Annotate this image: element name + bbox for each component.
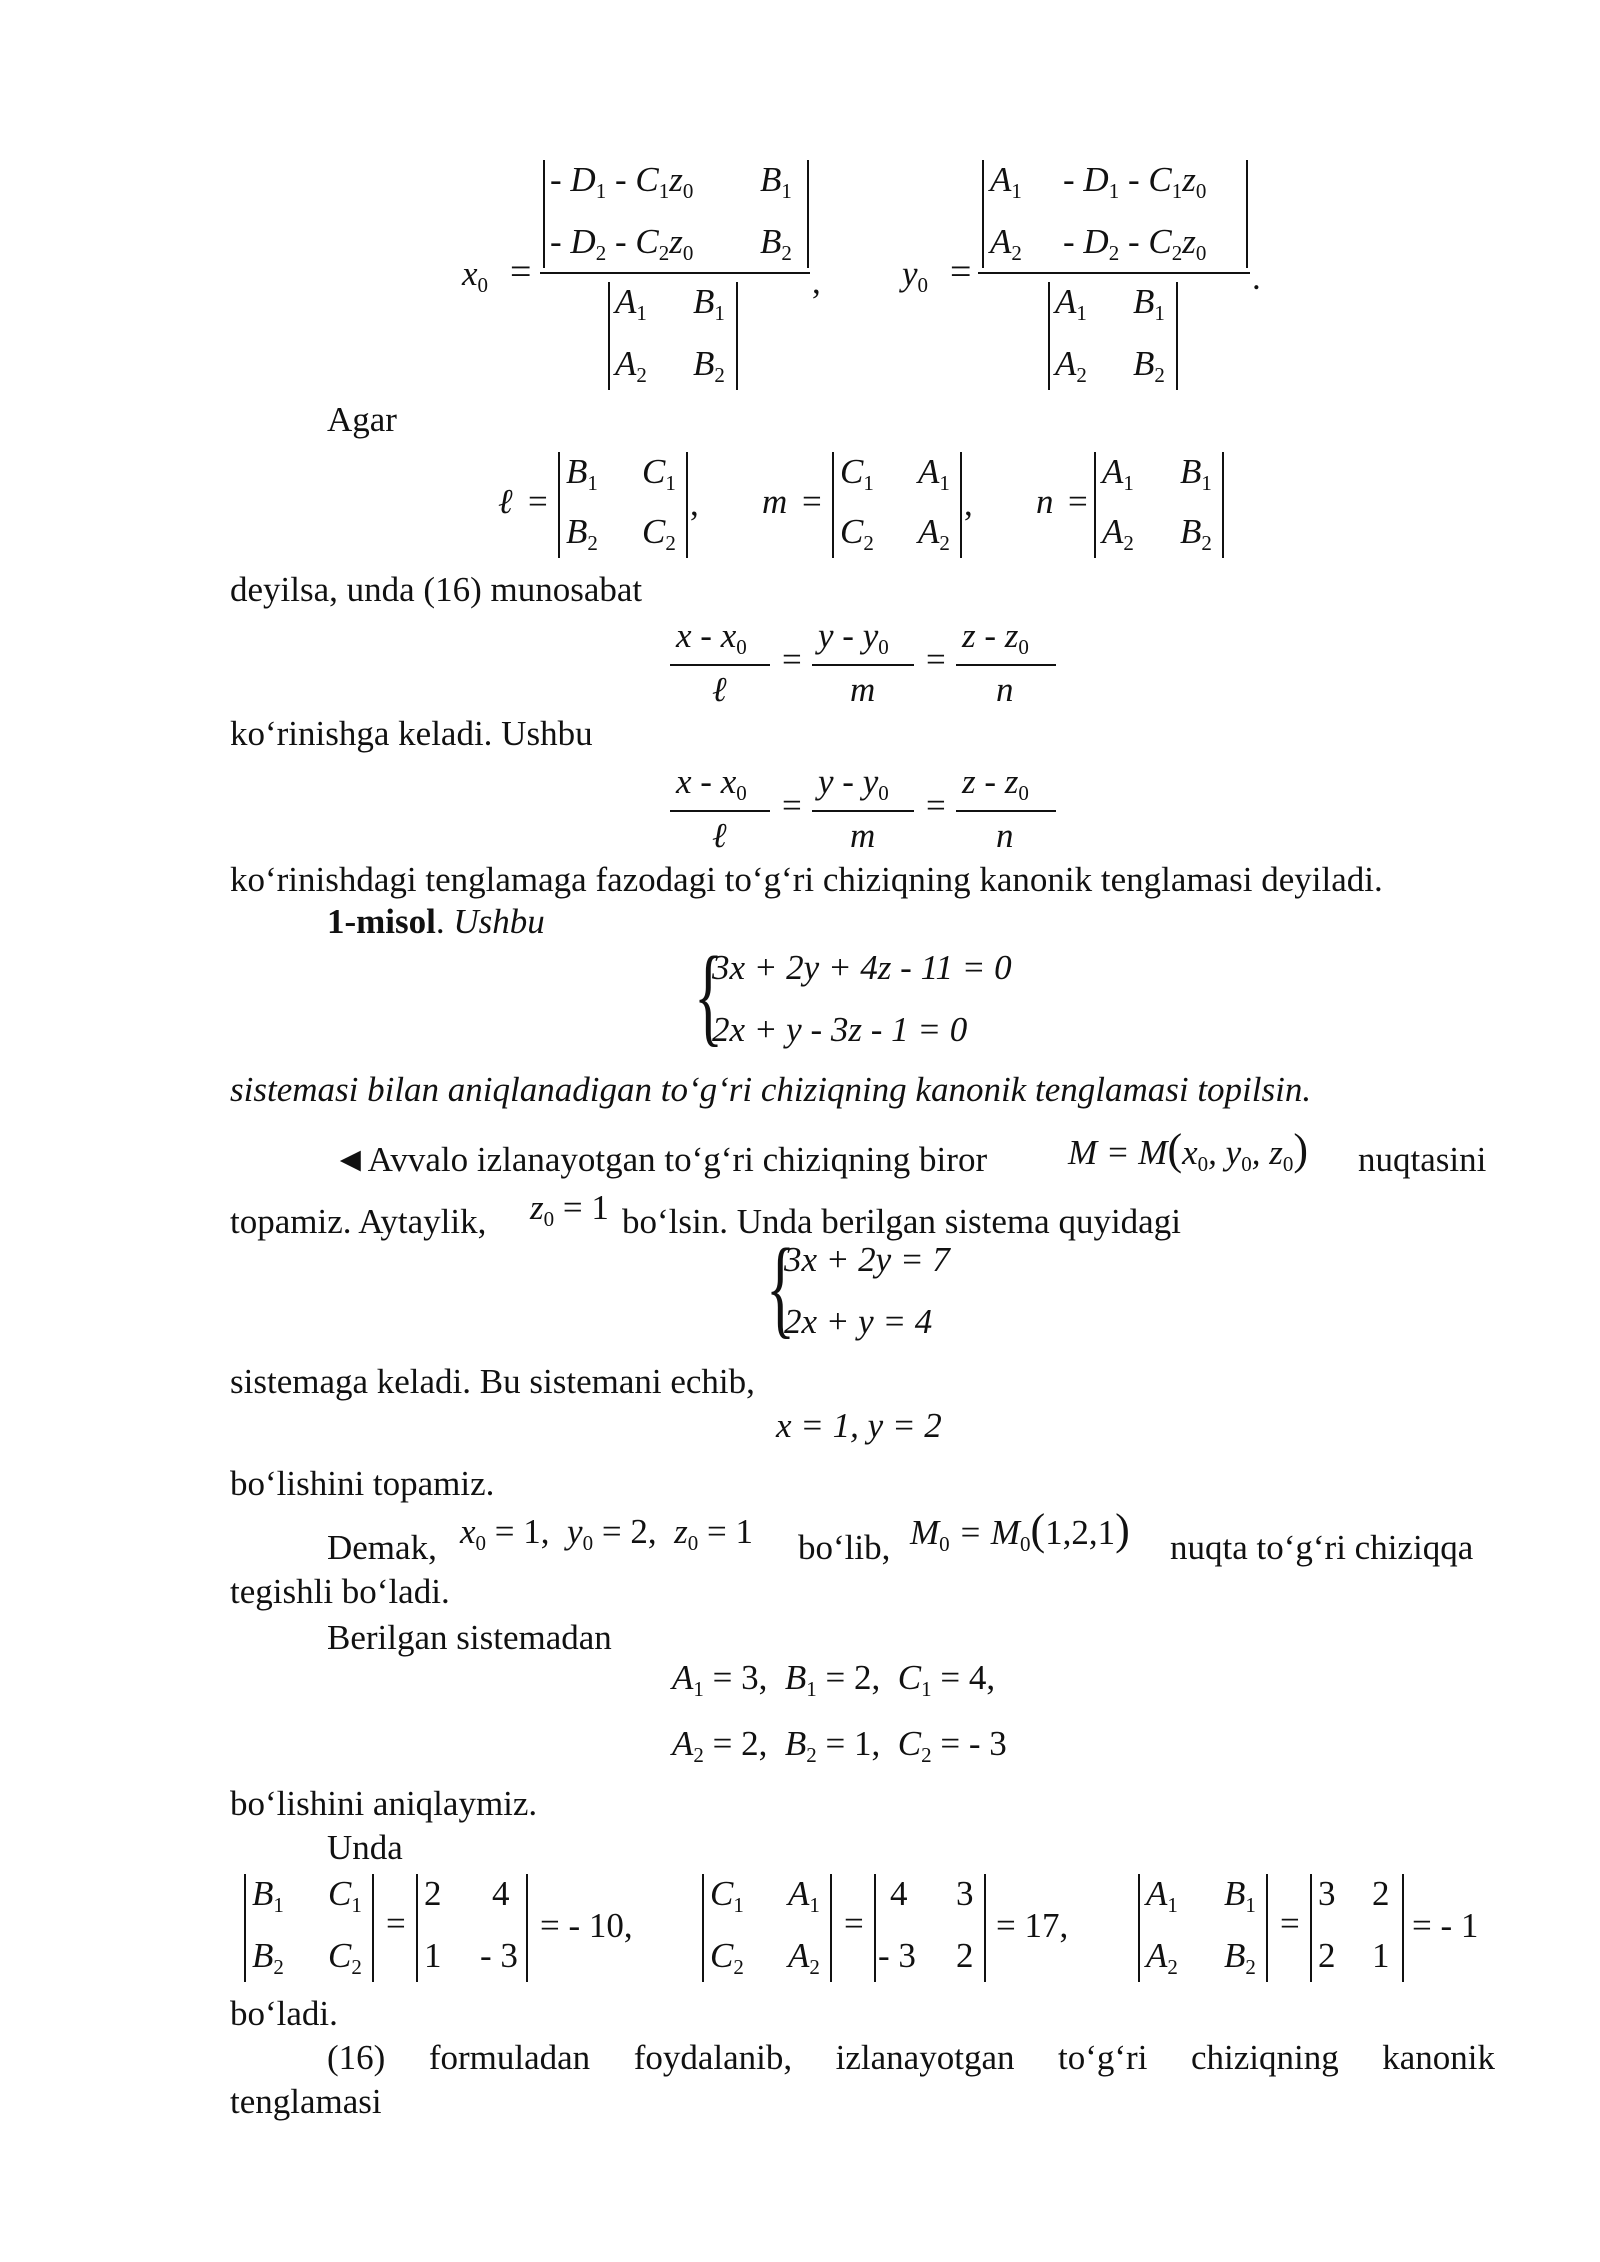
solution-line-3: sistemaga keladi. Bu sistemani echib, xyxy=(230,1362,755,1401)
z0-equals-1: $z_0 = 1$ xyxy=(530,1188,609,1231)
agar-text: Agar xyxy=(327,400,397,439)
solution-line-7: Berilgan sistemadan xyxy=(327,1618,612,1657)
example-task: sistemasi bilan aniqlanadigan toʻgʻri chiziqning kanonik tenglamasi topilsin. xyxy=(230,1070,1312,1109)
solution-line-5b: boʻlib, xyxy=(798,1528,891,1567)
example-title: 1-misol xyxy=(327,902,436,941)
xy-solution: x = 1, y = 2 xyxy=(776,1406,942,1445)
solution-line-1b: nuqtasini xyxy=(1358,1140,1487,1179)
point-M0: $M_0 = M_0(1,2,1)$ xyxy=(910,1505,1130,1556)
para-kanonik: koʻrinishdagi tenglamaga fazodagi toʻgʻri chiziqning kanonik tenglamasi deyiladi. xyxy=(230,860,1383,899)
point-M: $M = M(x_0$, $y_0$, $z_0$) xyxy=(1068,1125,1308,1176)
solution-line-10: boʻladi. xyxy=(230,1994,338,2033)
example-ushbu: Ushbu xyxy=(453,902,545,941)
solution-line-11: (16) formuladan foydalanib, izlanayotgan toʻgʻri chiziqning kanonik xyxy=(327,2038,1495,2077)
coefficients-row-1: $A_1 = 3$, $B_1 = 2$, $C_1 = 4$, xyxy=(672,1658,996,1701)
para-deyilsa: deyilsa, unda (16) munosabat xyxy=(230,570,643,609)
solution-line-5c: nuqta toʻgʻri chiziqqa xyxy=(1170,1528,1474,1567)
example-heading: 1-misol. Ushbu xyxy=(327,902,545,941)
para-korinishga: koʻrinishga keladi. Ushbu xyxy=(230,714,593,753)
point-coordinates: $x_0 = 1$, $y_0 = 2$, $z_0 = 1$ xyxy=(460,1512,753,1555)
solution-line-6: tegishli boʻladi. xyxy=(230,1572,450,1611)
solution-line-2a: topamiz. Aytaylik, xyxy=(230,1202,487,1241)
x0-lhs: $x_0$ xyxy=(462,254,489,297)
coefficients-row-2: $A_2 = 2$, $B_2 = 1$, $C_2$ = - 3 xyxy=(672,1724,1007,1767)
solution-line-8: boʻlishini aniqlaymiz. xyxy=(230,1784,538,1823)
y0-lhs: $y_0$ xyxy=(902,254,929,297)
solution-line-5a: Demak, xyxy=(327,1528,437,1567)
solution-line-12: tenglamasi xyxy=(230,2082,382,2121)
solution-line-2b: boʻlsin. Unda berilgan sistema quyidagi xyxy=(622,1202,1181,1241)
solution-line-1a: ◄Avvalo izlanayotgan toʻgʻri chiziqning biror xyxy=(333,1140,988,1179)
solution-line-4: boʻlishini topamiz. xyxy=(230,1464,495,1503)
solution-line-9: Unda xyxy=(327,1828,403,1867)
